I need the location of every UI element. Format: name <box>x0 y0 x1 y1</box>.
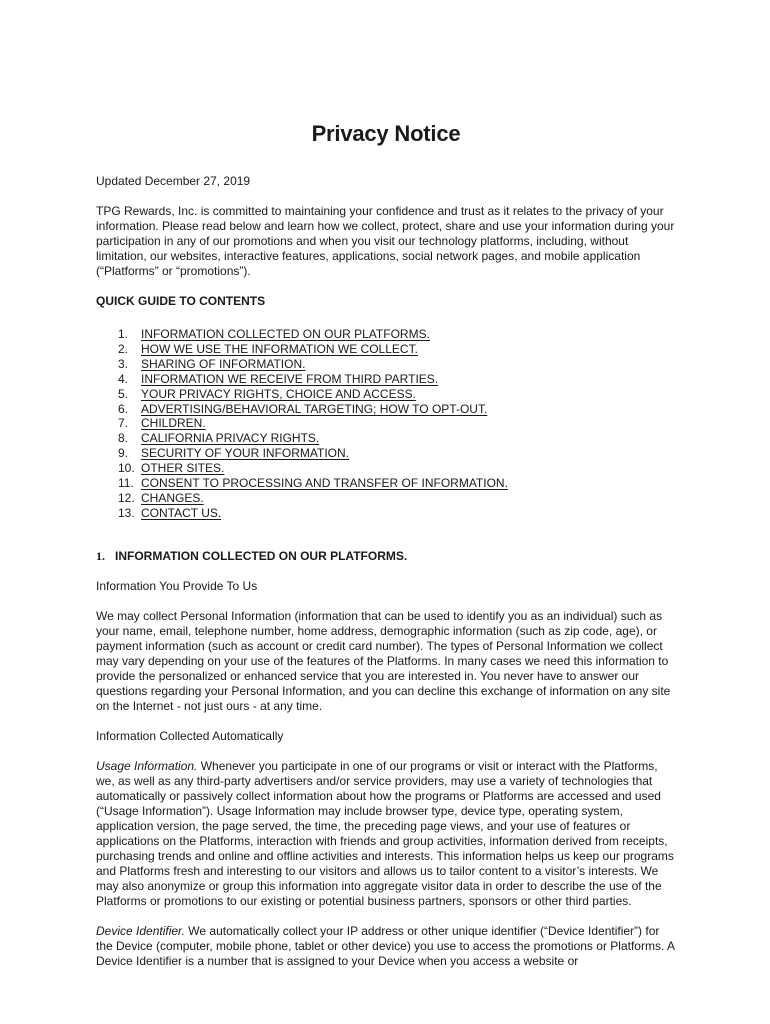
toc-link-children[interactable]: CHILDREN. <box>141 416 206 431</box>
toc-item <box>118 401 676 417</box>
toc-link-other-sites[interactable]: OTHER SITES. <box>141 461 225 476</box>
usage-information-paragraph <box>96 759 676 909</box>
toc-number: 6. <box>118 401 129 416</box>
section-title: INFORMATION COLLECTED ON OUR PLATFORMS. <box>115 548 408 563</box>
toc-number: 9. <box>118 446 129 461</box>
toc-number: 8. <box>118 431 129 446</box>
toc-number: 3. <box>118 356 129 371</box>
section-1-heading <box>96 549 676 564</box>
toc-link-consent[interactable]: CONSENT TO PROCESSING AND TRANSFER OF INFORMATION. <box>141 476 508 491</box>
toc-number: 12. <box>118 490 135 505</box>
toc-link-sharing[interactable]: SHARING OF INFORMATION. <box>141 356 306 371</box>
toc-link-security[interactable]: SECURITY OF YOUR INFORMATION. <box>141 446 350 461</box>
subheading-information-collected-automatically: Information Collected Automatically <box>96 728 284 743</box>
document-body <box>96 120 676 984</box>
toc-item <box>118 505 676 521</box>
toc-link-third-parties[interactable]: INFORMATION WE RECEIVE FROM THIRD PARTIES. <box>141 371 439 386</box>
subheading-information-you-provide: Information You Provide To Us <box>96 578 258 593</box>
page-title: Privacy Notice <box>311 121 461 146</box>
toc-link-information-collected[interactable]: INFORMATION COLLECTED ON OUR PLATFORMS. <box>141 327 430 341</box>
device-identifier-paragraph <box>96 924 676 969</box>
device-identifier-label: Device Identifier. <box>96 923 185 938</box>
toc-number: 11. <box>118 476 134 491</box>
usage-information-text: Whenever you participate in one of our programs or visit or interact with the Platforms, we, as well as any third-party advertisers and/or service providers, may use a variety of technologies that automatically or passively collect information about how the programs or Platforms are accessed and used (“Usage Information”). Usage Information may include browser type, device type, operating system, application version, the page served, the time, the preceding page views, and your use of features or applications on the Platforms, interaction with friends and group activities, information derived from receipts, purchasing trends and online and offline activities and interests. This information helps us keep our programs and Platforms fresh and interesting to our visitors and allows us to tailor content to a visitor’s interests. We may also anonymize or group this information into aggregate visitor data in order to describe the use of the Platforms or promotions to our existing or potential business partners, sponsors or other third parties. <box>96 758 674 908</box>
toc-link-changes[interactable]: CHANGES. <box>141 490 204 505</box>
quick-guide-heading: QUICK GUIDE TO CONTENTS <box>96 294 266 308</box>
toc-link-advertising[interactable]: ADVERTISING/BEHAVIORAL TARGETING; HOW TO OPT-OUT. <box>141 401 488 416</box>
personal-information-paragraph: We may collect Personal Information (information that can be used to identify you as an individual) such as your name, email, telephone number, home address, demographic information (such as zip code, age), or payment information (such as account or credit card number). The types of Personal Information we collect may vary depending on your use of the features of the Platforms. In many cases we need this information to provide the personalized or enhanced service that you are interested in. You never have to answer our questions regarding your Personal Information, and you can decline this exchange of information on any site on the Internet - not just ours - at any time. <box>96 608 671 713</box>
toc-item <box>118 371 676 387</box>
toc-number: 5. <box>118 386 129 401</box>
device-identifier-text: We automatically collect your IP address or other unique identifier (“Device Identifier”) for the Device (computer, mobile phone, tablet or other device) you use to access the promotions or Platforms. A Device Identifier is a number that is assigned to your Device when you access a website or <box>96 923 675 968</box>
toc-link-how-we-use[interactable]: HOW WE USE THE INFORMATION WE COLLECT. <box>141 341 418 356</box>
toc-number: 2. <box>118 341 129 356</box>
section-number: 1. <box>96 548 105 563</box>
toc-number: 7. <box>118 416 129 431</box>
intro-paragraph: TPG Rewards, Inc. is committed to maintaining your confidence and trust as it relates to the privacy of your information. Please read below and learn how we collect, protect, share and use your information during your participation in any of our promotions and when you visit our technology platforms, including, without limitation, our websites, interactive features, applications, social network pages, and mobile application (“Platforms” or “promotions”). <box>96 204 675 278</box>
toc-item <box>118 327 676 342</box>
toc-number: 1. <box>118 327 129 341</box>
toc-link-contact[interactable]: CONTACT US. <box>141 505 222 520</box>
usage-information-label: Usage Information. <box>96 758 198 773</box>
toc-link-privacy-rights[interactable]: YOUR PRIVACY RIGHTS, CHOICE AND ACCESS. <box>141 386 416 401</box>
toc-item <box>118 341 676 357</box>
toc-item <box>118 490 676 506</box>
toc-item <box>118 386 676 402</box>
toc-number: 4. <box>118 371 129 386</box>
toc-item <box>118 356 676 372</box>
toc-item <box>118 461 676 476</box>
toc-number: 13. <box>118 505 135 520</box>
toc-link-california[interactable]: CALIFORNIA PRIVACY RIGHTS. <box>141 431 320 446</box>
toc-item <box>118 416 676 431</box>
toc-item <box>118 476 676 491</box>
toc-number: 10. <box>118 461 135 476</box>
toc-item <box>118 431 676 446</box>
toc-item <box>118 446 676 461</box>
table-of-contents <box>96 327 676 521</box>
updated-date: Updated December 27, 2019 <box>96 174 251 188</box>
